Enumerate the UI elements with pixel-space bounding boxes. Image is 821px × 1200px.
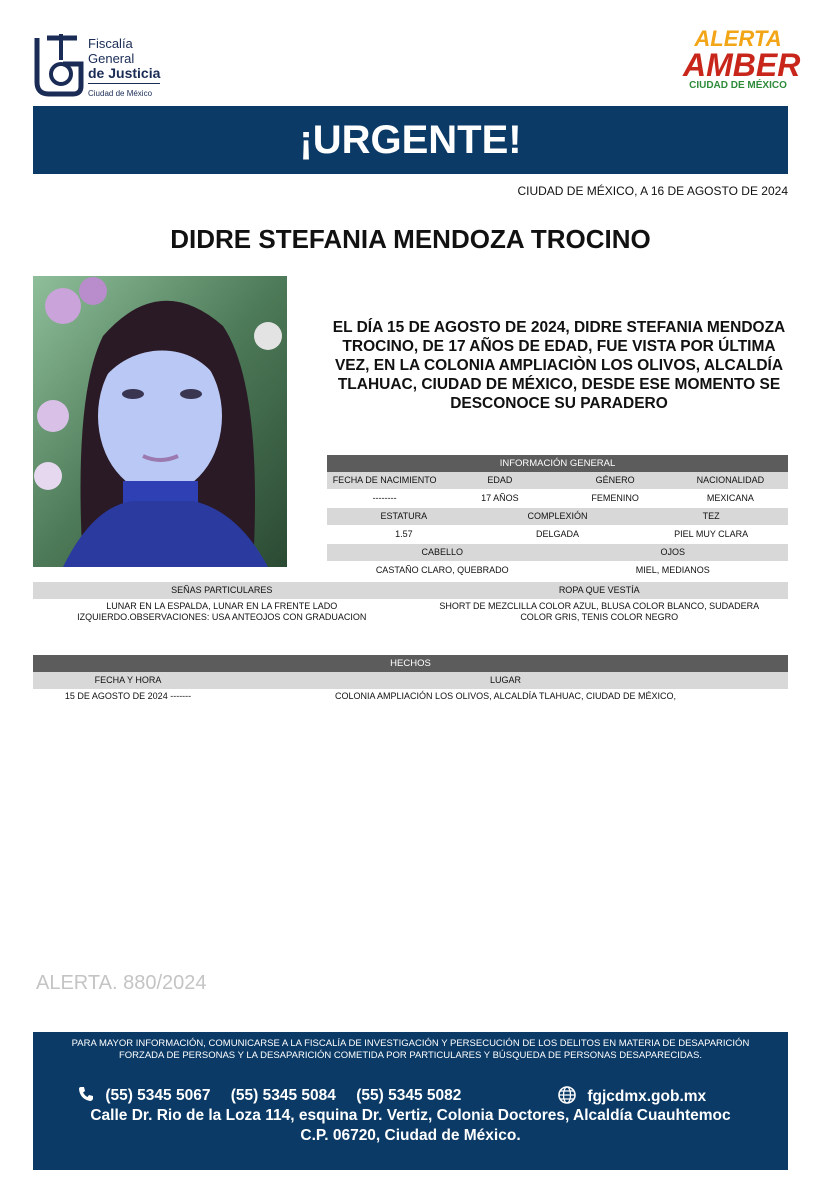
amber-line-2: AMBER: [683, 47, 801, 83]
facts-labels: [33, 672, 788, 689]
address: [33, 1106, 788, 1146]
general-info-row1-labels: [327, 472, 788, 489]
label-hair: CABELLO: [421, 547, 464, 557]
globe-icon: [557, 1085, 577, 1105]
value-eyes: MIEL, MEDIANOS: [635, 565, 710, 575]
label-gender: GÉNERO: [595, 475, 635, 485]
label-date-time: FECHA Y HORA: [94, 675, 162, 685]
website[interactable]: [557, 1085, 706, 1106]
org-line-3: de Justicia: [88, 65, 161, 81]
value-birth-date: --------: [372, 493, 397, 503]
contact-info-line-1: PARA MAYOR INFORMACIÓN, COMUNICARSE A LA FISCALÍA DE INVESTIGACIÓN Y PERSECUCIÓN DE LOS DELITOS EN MATERIA DE DESAPARICIÓN: [71, 1038, 750, 1049]
urgent-banner: ¡URGENTE!: [33, 106, 788, 174]
label-distinguishing-marks: SEÑAS PARTICULARES: [171, 585, 273, 595]
label-complexion: TEZ: [702, 511, 720, 521]
marks-table: [33, 582, 788, 623]
amber-line-3: CIUDAD DE MÉXICO: [689, 80, 787, 91]
label-birth-date: FECHA DE NACIMIENTO: [332, 475, 437, 485]
facts-title: HECHOS: [33, 655, 788, 672]
website-link[interactable]: fgjcdmx.gob.mx: [587, 1088, 707, 1105]
contact-info-line-2: FORZADA DE PERSONAS Y LA DESAPARICIÓN COMETIDA POR PARTICULARES Y BÚSQUEDA DE PERSONAS DESAPARECIDAS.: [118, 1050, 702, 1061]
value-date-time: 15 DE AGOSTO DE 2024 -------: [64, 691, 192, 701]
label-place: LUGAR: [489, 675, 521, 685]
phone-numbers: [77, 1085, 477, 1105]
value-hair: CASTAÑO CLARO, QUEBRADO: [375, 565, 509, 575]
case-description: EL DÍA 15 DE AGOSTO DE 2024, DIDRE STEFANIA MENDOZA TROCINO, DE 17 AÑOS DE EDAD, FUE VISTA POR ÚLTIMA VEZ, EN LA COLONIA AMPLIACIÒN LOS OLIVOS, ALCALDÍA TLAHUAC, CIUDAD DE MÉXICO, DESDE ESE MOMENTO SE DESCONOCE SU PARADERO: [332, 319, 786, 412]
value-complexion: PIEL MUY CLARA: [674, 529, 749, 539]
facts-values: [33, 689, 788, 703]
label-height: ESTATURA: [380, 511, 428, 521]
general-info-row2-labels: [327, 508, 788, 525]
amber-line-1: ALERTA: [694, 26, 782, 51]
label-clothing: ROPA QUE VESTÍA: [558, 585, 640, 595]
facts-table: [33, 655, 788, 703]
value-gender: FEMENINO: [591, 493, 639, 503]
label-build: COMPLEXIÓN: [527, 511, 588, 521]
value-build: DELGADA: [536, 529, 580, 539]
general-info-table: [327, 455, 788, 580]
value-age: 17 AÑOS: [481, 493, 519, 503]
alert-number: ALERTA. 880/2024: [36, 972, 207, 994]
date-line: CIUDAD DE MÉXICO, A 16 DE AGOSTO DE 2024: [517, 184, 788, 198]
phone-1[interactable]: (55) 5345 5067: [105, 1087, 211, 1104]
general-info-row2-values: [327, 525, 788, 544]
value-height: 1.57: [395, 529, 413, 539]
label-eyes: OJOS: [660, 547, 685, 557]
phone-2[interactable]: (55) 5345 5084: [230, 1087, 336, 1104]
person-name: DIDRE STEFANIA MENDOZA TROCINO: [170, 224, 651, 254]
value-nationality: MEXICANA: [706, 493, 754, 503]
value-distinguishing-marks: LUNAR EN LA ESPALDA, LUNAR EN LA FRENTE LADO IZQUIERDO.OBSERVACIONES: USA ANTEOJOS CON GRADUACION: [77, 601, 367, 622]
label-age: EDAD: [487, 475, 513, 485]
org-line-1: Fiscalía: [88, 36, 133, 51]
general-info-row1-values: [327, 489, 788, 508]
label-nationality: NACIONALIDAD: [696, 475, 765, 485]
contact-info: [33, 1038, 788, 1062]
marks-values: [33, 599, 788, 623]
value-clothing: SHORT DE MEZCLILLA COLOR AZUL, BLUSA COLOR BLANCO, SUDADERA COLOR GRIS, TENIS COLOR NEGRO: [439, 601, 760, 622]
alerta-amber-logo: [683, 26, 801, 102]
marks-labels: [33, 582, 788, 599]
phone-icon: [77, 1085, 95, 1103]
phone-3[interactable]: (55) 5345 5082: [356, 1087, 462, 1104]
address-line-1: Calle Dr. Rio de la Loza 114, esquina Dr. Vertiz, Colonia Doctores, Alcaldía Cuauhtemoc: [90, 1107, 731, 1124]
person-photo: [33, 276, 287, 567]
contact-footer: [33, 1032, 788, 1170]
general-info-title: INFORMACIÓN GENERAL: [327, 455, 788, 472]
address-line-2: C.P. 06720, Ciudad de México.: [300, 1127, 521, 1144]
org-city: Ciudad de México: [88, 83, 160, 101]
general-info-row3-labels: [327, 544, 788, 561]
value-place: COLONIA AMPLIACIÓN LOS OLIVOS, ALCALDÍA TLAHUAC, CIUDAD DE MÉXICO,: [335, 691, 676, 701]
general-info-row3-values: [327, 561, 788, 580]
org-line-2: General: [88, 51, 135, 66]
fgj-emblem-icon: [33, 30, 85, 98]
fgj-wordmark: [88, 36, 160, 101]
